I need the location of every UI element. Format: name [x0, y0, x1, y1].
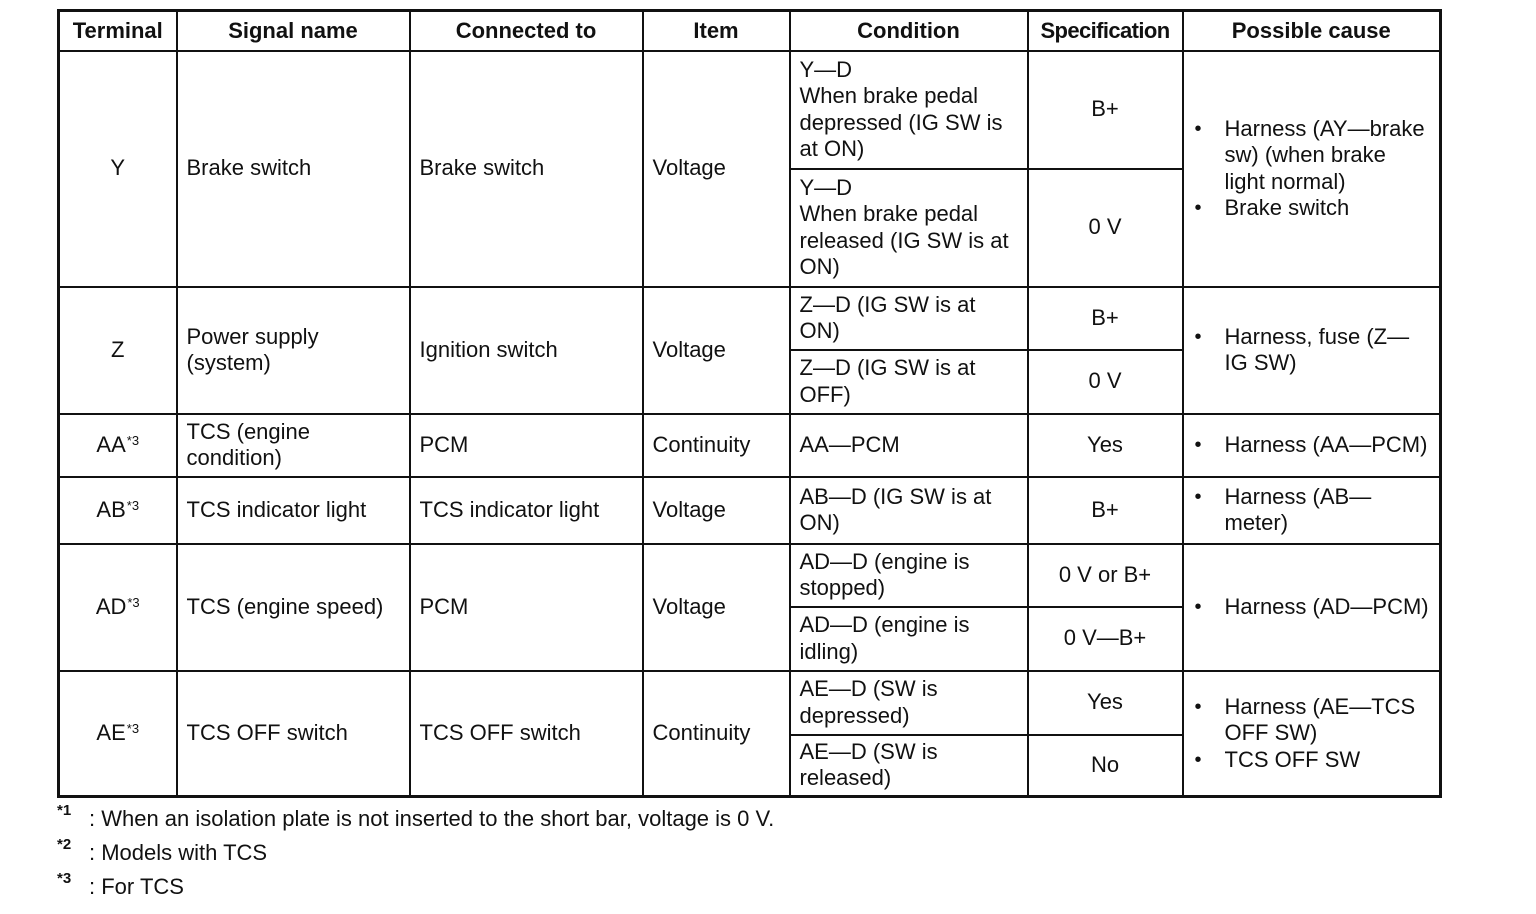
cause-item [1193, 432, 1431, 459]
bullet-icon: • [1194, 433, 1202, 456]
footnote [57, 802, 1057, 836]
signal-name-cell: TCS (engine condition) [177, 414, 410, 477]
cause-list [1193, 594, 1431, 621]
footnote-marker: *1 [57, 802, 72, 819]
cause-text: Harness (AD—PCM) [1224, 593, 1429, 619]
table-row [59, 477, 1441, 544]
terminal-label: Y [110, 155, 126, 181]
condition-cell: AB—D (IG SW is at ON) [790, 477, 1028, 544]
footnote [57, 836, 1057, 870]
terminal-label: AD [95, 593, 127, 619]
signal-name-cell: TCS (engine speed) [177, 544, 410, 671]
specification-cell: Yes [1028, 414, 1183, 477]
specification-cell: 0 V [1028, 169, 1183, 287]
terminal-label: AE [96, 720, 126, 745]
connected-to-cell: TCS OFF switch [410, 671, 643, 797]
specification-cell: 0 V—B+ [1028, 607, 1183, 671]
table-row [59, 544, 1441, 607]
terminal-cell [59, 287, 177, 414]
specification-cell: B+ [1028, 287, 1183, 350]
cause-text: Harness, fuse (Z—IG SW) [1224, 323, 1410, 375]
item-cell: Voltage [643, 51, 790, 287]
item-cell: Continuity [643, 671, 790, 797]
item-cell: Continuity [643, 414, 790, 477]
condition-cell: AD—D (engine is stopped) [790, 544, 1028, 607]
bullet-icon: • [1194, 748, 1202, 771]
table-row [59, 51, 1441, 169]
specification-cell: No [1028, 735, 1183, 797]
signal-name-cell: TCS OFF switch [177, 671, 410, 797]
specification-cell: B+ [1028, 51, 1183, 169]
table-body [59, 51, 1441, 797]
condition-cell: AE—D (SW is depressed) [790, 671, 1028, 735]
bullet-icon: • [1194, 197, 1202, 219]
cause-item [1193, 195, 1431, 222]
specification-cell: 0 V or B+ [1028, 544, 1183, 607]
footnote-text: : For TCS [89, 874, 184, 899]
footnote-marker: *3 [126, 721, 140, 736]
footnote-text: : Models with TCS [89, 840, 268, 865]
possible-cause-cell [1183, 671, 1441, 797]
terminal-spec-sheet [57, 9, 1439, 798]
condition-cell: Y—D When brake pedal released (IG SW is at ON) [790, 169, 1028, 287]
table-row [59, 671, 1441, 735]
cause-list [1193, 484, 1431, 537]
possible-cause-cell [1183, 287, 1441, 414]
specification-cell: B+ [1028, 477, 1183, 544]
signal-name-cell: TCS indicator light [177, 477, 410, 544]
condition-cell: Y—D When brake pedal depressed (IG SW is at ON) [790, 51, 1028, 169]
item-cell: Voltage [643, 477, 790, 544]
footnote-marker: *2 [57, 836, 72, 853]
bullet-icon: • [1194, 695, 1202, 718]
bullet-icon: • [1194, 117, 1202, 140]
item-cell: Voltage [643, 287, 790, 414]
connected-to-cell: TCS indicator light [410, 477, 643, 544]
possible-cause-cell [1183, 477, 1441, 544]
cause-item [1193, 747, 1431, 774]
cause-text: Brake switch [1224, 195, 1350, 220]
item-cell: Voltage [643, 544, 790, 671]
cause-text: Harness (AB—meter) [1224, 483, 1372, 535]
terminal-cell [59, 477, 177, 544]
possible-cause-cell [1183, 544, 1441, 671]
terminal-label: Z [111, 336, 125, 362]
footnote-marker: *3 [127, 594, 140, 610]
terminal-cell [59, 414, 177, 477]
condition-cell: Z—D (IG SW is at OFF) [790, 350, 1028, 414]
footnote [57, 870, 1057, 904]
cause-item [1193, 694, 1431, 747]
cause-list [1193, 432, 1431, 459]
condition-cell: AD—D (engine is idling) [790, 607, 1028, 671]
terminal-cell [59, 544, 177, 671]
cause-text: Harness (AY—brake sw) (when brake light normal) [1224, 115, 1425, 194]
possible-cause-cell [1183, 51, 1441, 287]
specification-cell: Yes [1028, 671, 1183, 735]
cause-list [1193, 694, 1431, 774]
header-terminal: Terminal [59, 11, 177, 51]
specification-cell: 0 V [1028, 350, 1183, 414]
connected-to-cell: Brake switch [410, 51, 643, 287]
cause-item [1193, 324, 1431, 377]
terminal-label: AA [96, 431, 126, 457]
header-connected-to: Connected to [410, 11, 643, 51]
footnote-text: : When an isolation plate is not inserted to the short bar, voltage is 0 V. [89, 806, 775, 831]
condition-cell: AA—PCM [790, 414, 1028, 477]
cause-item [1193, 484, 1431, 537]
cause-text: TCS OFF SW [1224, 746, 1361, 772]
terminal-cell [59, 671, 177, 797]
terminal-label: AB [96, 496, 126, 522]
cause-text: Harness (AA—PCM) [1224, 431, 1428, 457]
header-possible-cause: Possible cause [1183, 11, 1441, 51]
connected-to-cell: PCM [410, 544, 643, 671]
cause-item [1193, 116, 1431, 196]
header-condition: Condition [790, 11, 1028, 51]
table-row [59, 414, 1441, 477]
footnote-marker: *3 [57, 870, 72, 887]
cause-item [1193, 594, 1431, 621]
bullet-icon: • [1194, 485, 1202, 508]
possible-cause-cell [1183, 414, 1441, 477]
signal-name-cell: Power supply (system) [177, 287, 410, 414]
connected-to-cell: Ignition switch [410, 287, 643, 414]
condition-cell: AE—D (SW is released) [790, 735, 1028, 797]
footnote-marker: *3 [126, 497, 140, 513]
cause-list [1193, 116, 1431, 222]
header-specification: Specification [1028, 11, 1183, 51]
footnotes [57, 802, 1057, 904]
footnote-marker: *3 [126, 432, 140, 448]
header-item: Item [643, 11, 790, 51]
header-row [59, 11, 1441, 51]
bullet-icon: • [1194, 595, 1202, 618]
bullet-icon: • [1194, 325, 1202, 348]
cause-list [1193, 324, 1431, 377]
terminal-cell [59, 51, 177, 287]
signal-name-cell: Brake switch [177, 51, 410, 287]
condition-cell: Z—D (IG SW is at ON) [790, 287, 1028, 350]
table-row [59, 287, 1441, 350]
cause-text: Harness (AE—TCS OFF SW) [1224, 693, 1416, 745]
header-signal-name: Signal name [177, 11, 410, 51]
connected-to-cell: PCM [410, 414, 643, 477]
terminal-voltage-table [57, 9, 1442, 798]
